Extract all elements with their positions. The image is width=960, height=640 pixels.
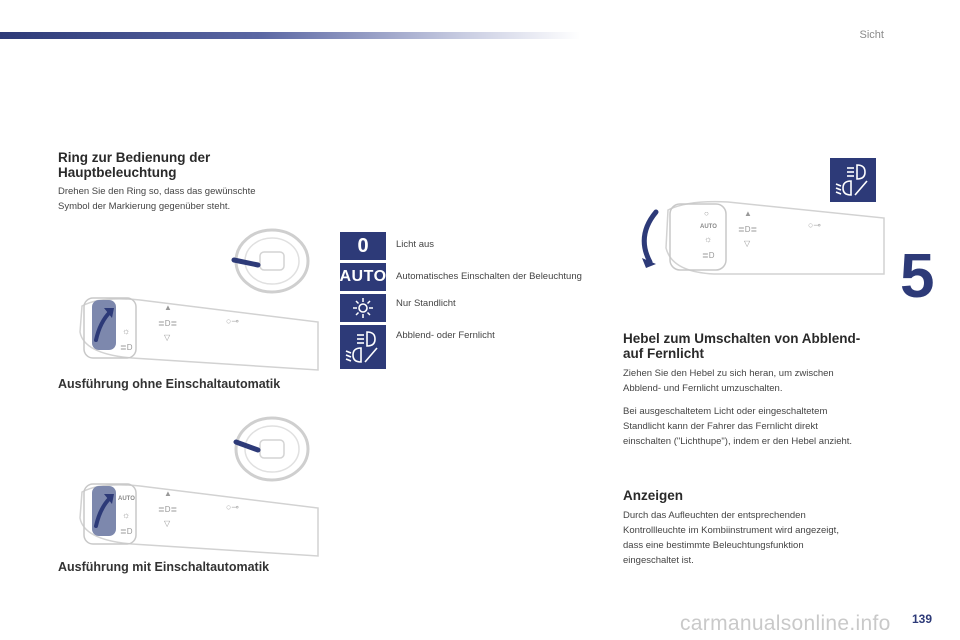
legend-label-dipped-main-beam: Abblend- oder Fernlicht [396, 330, 495, 341]
svg-text:≣D≣: ≣D≣ [158, 319, 178, 328]
svg-text:≣D: ≣D [120, 527, 133, 536]
svg-text:☼: ☼ [122, 326, 131, 336]
legend-label-off: Licht aus [396, 239, 435, 250]
svg-text:≣D: ≣D [702, 251, 715, 260]
svg-text:▽: ▽ [164, 519, 171, 528]
svg-text:≣D: ≣D [120, 343, 133, 352]
auto-icon: AUTO [340, 263, 386, 291]
sidelight-icon [340, 294, 386, 322]
stalk-auto-label: AUTO [118, 496, 135, 502]
svg-text:○⊸: ○⊸ [226, 316, 239, 326]
watermark: carmanualsonline.info [680, 612, 891, 635]
right-section-title: Hebel zum Umschalten von Abblend- auf Fernlicht [623, 331, 861, 361]
page-number: 139 [912, 612, 933, 626]
svg-text:○⊸: ○⊸ [808, 220, 821, 230]
svg-text:▽: ▽ [164, 333, 171, 342]
svg-text:▲: ▲ [744, 209, 752, 218]
dipped-main-beam-icon [340, 325, 386, 369]
section-label: Sicht [859, 29, 884, 41]
chapter-number: 5 [900, 242, 935, 311]
svg-text:AUTO: AUTO [700, 224, 717, 230]
svg-text:○: ○ [704, 209, 709, 218]
legend-label-auto: Automatisches Einschalten der Beleuchtung [396, 271, 582, 282]
svg-text:▲: ▲ [164, 303, 172, 312]
steering-wheel-illustration-1 [228, 226, 310, 296]
svg-text:▽: ▽ [744, 239, 751, 248]
svg-text:≣D≣: ≣D≣ [738, 225, 758, 234]
left-section-title: Ring zur Bedienung der Hauptbeleuchtung [58, 150, 211, 180]
stalk-pull-illustration [628, 196, 886, 280]
right-paragraph-1: Ziehen Sie den Hebel zu sich heran, um zwischen Abblend- und Fernlicht umzuschalten. [623, 368, 834, 394]
right-paragraph-2: Bei ausgeschaltetem Licht oder eingeschaltetem Standlicht kann der Fahrer das Fernlicht direkt einschalten ("Lichthupe"), indem er den Hebel anzieht. [623, 406, 853, 447]
indicators-paragraph: Durch das Aufleuchten der entsprechenden Kontrollleuchte im Kombiinstrument wird angezeigt, dass eine bestimmte Beleuchtungsfunktion eingeschaltet ist. [623, 510, 839, 566]
lighting-stalk-illustration-1 [70, 288, 320, 372]
indicators-title: Anzeigen [623, 488, 684, 503]
left-intro-text: Drehen Sie den Ring so, dass das gewünschte Symbol der Markierung gegenüber steht. [58, 186, 256, 212]
svg-text:○⊸: ○⊸ [226, 502, 239, 512]
header-color-bar [0, 32, 580, 39]
variant-without-auto-caption: Ausführung ohne Einschaltautomatik [58, 377, 281, 391]
lighting-stalk-illustration-2 [70, 474, 320, 558]
svg-text:☼: ☼ [122, 510, 131, 520]
variant-with-auto-caption: Ausführung mit Einschaltautomatik [58, 560, 270, 574]
svg-text:▲: ▲ [164, 489, 172, 498]
svg-text:≣D≣: ≣D≣ [158, 505, 178, 514]
svg-text:☼: ☼ [704, 234, 713, 244]
off-icon: 0 [340, 232, 386, 260]
legend-label-sidelight: Nur Standlicht [396, 298, 456, 309]
